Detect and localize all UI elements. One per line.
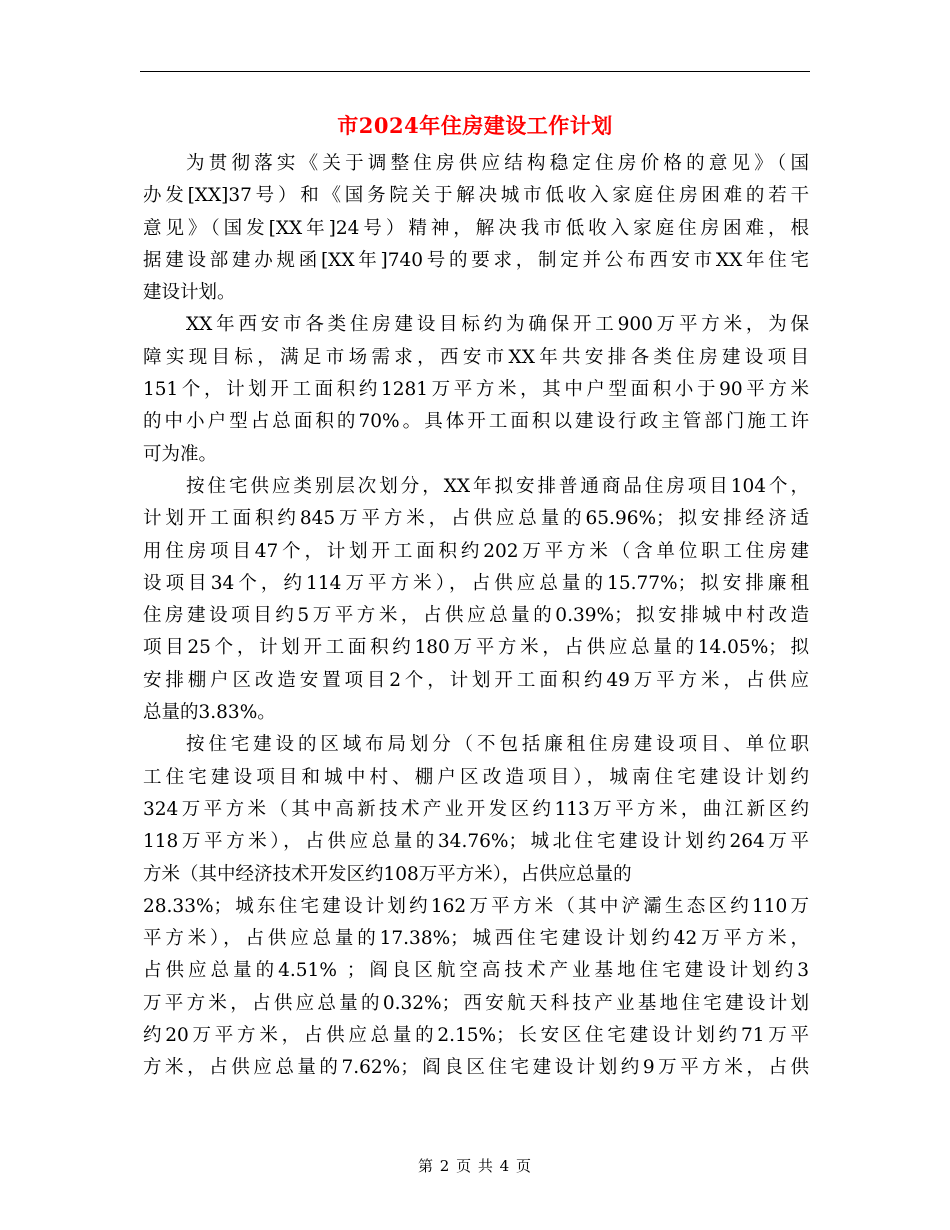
text-line: 办发[XX]37号）和《国务院关于解决城市低收入家庭住房困难的若干 bbox=[143, 185, 809, 207]
text-line: 建设计划。 bbox=[143, 282, 236, 304]
text-line: 约20万平方米，占供应总量的2.15%；长安区住宅建设计划约71万平 bbox=[143, 1025, 809, 1047]
text-line: 计划开工面积约845万平方米，占供应总量的65.96%；拟安排经济适 bbox=[143, 508, 809, 530]
page-number-footer: 第 2 页 共 4 页 bbox=[418, 1157, 532, 1175]
text-line: 方米，占供应总量的7.62%；阎良区住宅建设计划约9万平方米，占供 bbox=[143, 1057, 809, 1079]
text-line: 用住房项目47个，计划开工面积约202万平方米（含单位职工住房建 bbox=[143, 540, 809, 562]
text-line: 方米（其中经济技术开发区约108万平方米），占供应总量的 bbox=[143, 863, 632, 885]
text-line: 设项目34个，约114万平方米），占供应总量的15.77%；拟安排廉租 bbox=[143, 572, 809, 594]
text-line: 151个，计划开工面积约1281万平方米，其中户型面积小于90平方米 bbox=[143, 379, 809, 401]
text-line: 324万平方米（其中高新技术产业开发区约113万平方米，曲江新区约 bbox=[143, 798, 809, 820]
text-line: 按住宅供应类别层次划分，XX年拟安排普通商品住房项目104个， bbox=[186, 475, 809, 497]
text-line: 安排棚户区改造安置项目2个，计划开工面积约49万平方米，占供应 bbox=[143, 669, 809, 691]
text-line: 总量的3.83%。 bbox=[143, 702, 276, 724]
text-line: 按住宅建设的区域布局划分（不包括廉租住房建设项目、单位职 bbox=[186, 734, 809, 756]
text-line: 占供应总量的4.51% ；阎良区航空高技术产业基地住宅建设计划约3 bbox=[143, 960, 809, 982]
text-line: 的中小户型占总面积的70%。具体开工面积以建设行政主管部门施工许 bbox=[143, 411, 809, 433]
text-line: XX年西安市各类住房建设目标约为确保开工900万平方米，为保 bbox=[186, 314, 809, 336]
text-line: 项目25个，计划开工面积约180万平方米，占供应总量的14.05%；拟 bbox=[143, 637, 809, 659]
text-line: 为贯彻落实《关于调整住房供应结构稳定住房价格的意见》（国 bbox=[186, 153, 809, 174]
text-line: 住房建设项目约5万平方米，占供应总量的0.39%；拟安排城中村改造 bbox=[143, 605, 809, 627]
paragraph-intro bbox=[143, 148, 809, 309]
text-line: 万平方米，占供应总量的0.32%；西安航天科技产业基地住宅建设计划 bbox=[143, 992, 809, 1014]
text-line: 据建设部建办规函[XX年]740号的要求，制定并公布西安市XX年住宅 bbox=[143, 249, 809, 271]
paragraph-regional-layout bbox=[143, 729, 809, 1084]
paragraph-supply-category bbox=[143, 471, 809, 729]
document-title: 市2024年住房建设工作计划 bbox=[337, 113, 613, 138]
text-line: 可为准。 bbox=[143, 443, 218, 465]
text-line: 意见》（国发[XX年]24号）精神，解决我市低收入家庭住房困难，根 bbox=[143, 217, 809, 239]
text-line: 工住宅建设项目和城中村、棚户区改造项目），城南住宅建设计划约 bbox=[143, 766, 809, 788]
header-rule bbox=[140, 71, 810, 72]
document-body bbox=[143, 148, 809, 1085]
text-line: 平方米），占供应总量的17.38%；城西住宅建设计划约42万平方米， bbox=[143, 928, 809, 950]
paragraph-target bbox=[143, 309, 809, 470]
text-line: 118万平方米），占供应总量的34.76%；城北住宅建设计划约264万平 bbox=[143, 831, 809, 853]
text-line: 28.33%；城东住宅建设计划约162万平方米（其中浐灞生态区约110万 bbox=[143, 895, 809, 917]
text-line: 障实现目标，满足市场需求，西安市XX年共安排各类住房建设项目 bbox=[143, 346, 809, 368]
